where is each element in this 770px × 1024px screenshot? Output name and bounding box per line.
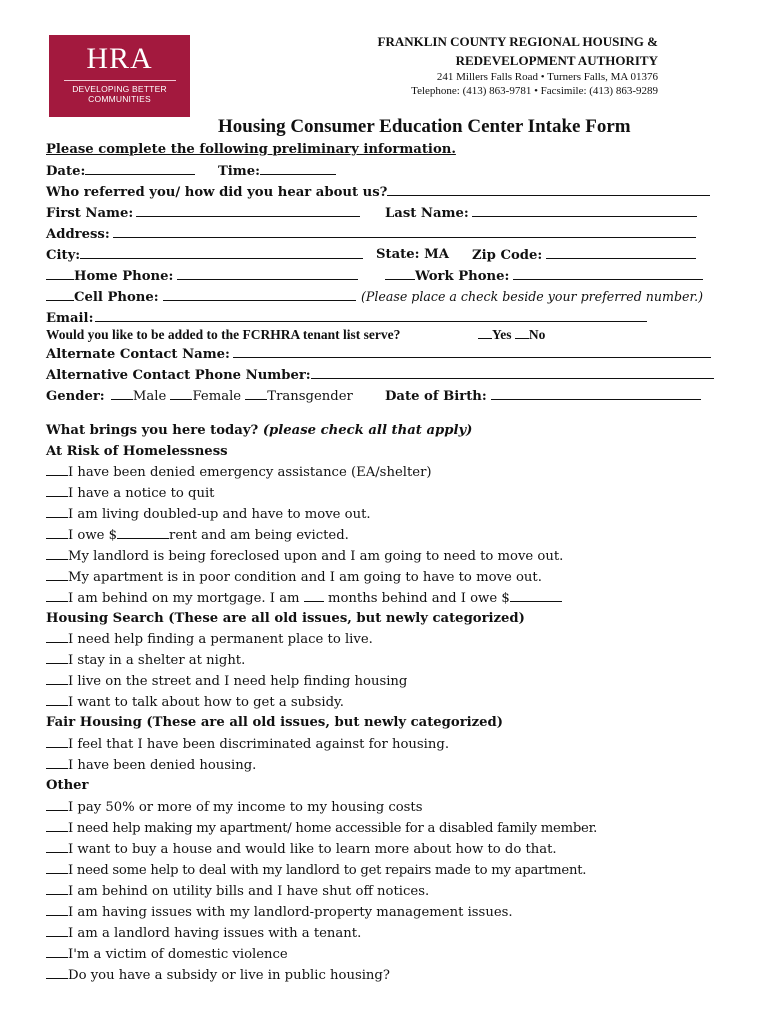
list-item (46, 861, 586, 879)
item-text: I have been denied housing. (68, 758, 257, 773)
referral-field[interactable] (387, 183, 710, 196)
alt-phone-field[interactable] (311, 366, 714, 379)
logo-tagline-1: DEVELOPING BETTER (72, 84, 167, 94)
list-item (46, 463, 432, 481)
dob-label: Date of Birth: (385, 389, 487, 404)
work-phone-field[interactable] (513, 267, 703, 280)
first-name-row (46, 204, 360, 222)
item-text: I have a notice to quit (68, 486, 215, 501)
referral-label: Who referred you/ how did you hear about us? (46, 185, 388, 200)
hra-logo (49, 35, 190, 117)
alt-phone-row (46, 366, 714, 384)
logo-tagline-2: COMMUNITIES (88, 94, 151, 104)
list-item (46, 819, 597, 837)
list-item (46, 672, 407, 690)
section-housing-search: Housing Search (These are all old issues, but newly categorized) (46, 611, 525, 626)
item-text: I pay 50% or more of my income to my housing costs (68, 800, 423, 815)
cell-phone-field[interactable] (163, 288, 356, 301)
last-name-row (385, 204, 697, 222)
item-text: I am a landlord having issues with a tenant. (68, 926, 362, 941)
alt-phone-label: Alternative Contact Phone Number: (46, 368, 311, 383)
item-check[interactable] (46, 693, 68, 706)
zip-label: Zip Code: (472, 248, 543, 263)
list-item (46, 526, 349, 544)
cell-phone-check[interactable] (46, 288, 74, 301)
item-check[interactable] (46, 966, 68, 979)
email-label: Email: (46, 311, 94, 326)
list-item (46, 945, 288, 963)
item-check[interactable] (46, 945, 68, 958)
alt-contact-row (46, 345, 711, 363)
preferred-number-note: (Please place a check beside your preferred number.) (361, 289, 704, 304)
list-item (46, 882, 429, 900)
last-name-field[interactable] (472, 204, 697, 217)
date-time-row (46, 162, 336, 180)
city-field[interactable] (80, 246, 363, 259)
item-text: I am having issues with my landlord-property management issues. (68, 905, 513, 920)
instruction: Please complete the following preliminary information. (46, 142, 456, 157)
reason-question-text: What brings you here today? (46, 423, 263, 438)
section-other: Other (46, 778, 89, 793)
yes-check[interactable] (478, 326, 492, 339)
org-name-line-2: REDEVELOPMENT AUTHORITY (455, 53, 658, 68)
gender-label: Gender: (46, 389, 105, 404)
gender-row (46, 387, 353, 405)
alt-contact-label: Alternate Contact Name: (46, 347, 230, 362)
item-check[interactable] (46, 547, 68, 560)
item-text: Do you have a subsidy or live in public housing? (68, 968, 390, 983)
dob-row (385, 387, 701, 405)
item-check[interactable] (46, 756, 68, 769)
dob-field[interactable] (491, 387, 701, 400)
tenant-list-question: Would you like to be added to the FCRHRA tenant list serve? (46, 327, 401, 342)
item-text: I live on the street and I need help finding housing (68, 674, 408, 689)
list-item (46, 547, 563, 565)
item-text: I am behind on my mortgage. I am (68, 591, 304, 606)
address-label: Address: (46, 227, 110, 242)
logo-divider (64, 80, 176, 81)
no-check[interactable] (515, 326, 529, 339)
item-check[interactable] (46, 630, 68, 643)
item-check[interactable] (46, 840, 68, 853)
org-address: 241 Millers Falls Road • Turners Falls, MA 01376 (436, 71, 658, 83)
zip-field[interactable] (546, 246, 696, 259)
address-field[interactable] (113, 225, 696, 238)
city-row (46, 246, 363, 264)
item-check[interactable] (46, 735, 68, 748)
reason-question (46, 422, 472, 439)
item-text: rent and am being evicted. (169, 528, 349, 543)
cell-phone-row (46, 288, 356, 306)
months-behind-field[interactable] (304, 589, 324, 602)
item-text: months behind and I owe $ (323, 591, 510, 606)
list-item (46, 966, 390, 984)
item-check[interactable] (46, 589, 68, 602)
date-field[interactable] (85, 162, 195, 175)
item-check[interactable] (46, 924, 68, 937)
list-item (46, 798, 423, 816)
item-check[interactable] (46, 526, 68, 539)
work-phone-label: Work Phone: (415, 269, 510, 284)
item-check[interactable] (46, 903, 68, 916)
item-text: I feel that I have been discriminated against for housing. (68, 737, 450, 752)
male-check[interactable] (111, 387, 133, 400)
item-check[interactable] (46, 505, 68, 518)
reason-question-hint: (please check all that apply) (262, 423, 473, 438)
item-text: I am behind on utility bills and I have shut off notices. (68, 884, 430, 899)
transgender-check[interactable] (245, 387, 267, 400)
item-check[interactable] (46, 882, 68, 895)
amount-owed-field[interactable] (117, 526, 169, 539)
item-check[interactable] (46, 861, 68, 874)
list-item (46, 756, 256, 774)
item-text: I want to buy a house and would like to learn more about how to do that. (68, 842, 557, 857)
alt-contact-field[interactable] (233, 345, 711, 358)
female-label: Female (192, 389, 242, 404)
list-item (46, 505, 371, 523)
female-check[interactable] (170, 387, 192, 400)
item-text: My landlord is being foreclosed upon and I am going to need to move out. (68, 549, 564, 564)
cell-phone-label: Cell Phone: (74, 290, 159, 305)
item-check[interactable] (46, 484, 68, 497)
list-item (46, 903, 513, 921)
home-phone-label: Home Phone: (74, 269, 174, 284)
list-item (46, 484, 214, 502)
section-fair-housing: Fair Housing (These are all old issues, but newly categorized) (46, 715, 503, 730)
logo-mark: HRA (86, 42, 153, 75)
state-label: State: MA (376, 247, 449, 262)
last-name-label: Last Name: (385, 206, 469, 221)
time-label: Time: (217, 164, 260, 179)
org-name-line-1: FRANKLIN COUNTY REGIONAL HOUSING & (377, 34, 658, 49)
item-text: I need some help to deal with my landlord to get repairs made to my apartment. (68, 863, 587, 878)
transgender-label: Transgender (267, 389, 353, 404)
mortgage-owed-field[interactable] (510, 589, 562, 602)
work-phone-check[interactable] (385, 267, 415, 280)
referral-row (46, 183, 710, 201)
item-text: I'm a victim of domestic violence (68, 947, 288, 962)
item-check[interactable] (46, 651, 68, 664)
item-check[interactable] (46, 463, 68, 476)
section-at-risk: At Risk of Homelessness (46, 444, 228, 459)
list-item (46, 840, 557, 858)
yes-label: Yes (492, 327, 512, 342)
form-title: Housing Consumer Education Center Intake Form (218, 116, 631, 137)
list-item (46, 589, 562, 607)
home-phone-check[interactable] (46, 267, 74, 280)
item-text: My apartment is in poor condition and I am going to have to move out. (68, 570, 542, 585)
tenant-list-options (478, 326, 545, 343)
home-phone-field[interactable] (177, 267, 358, 280)
first-name-field[interactable] (136, 204, 360, 217)
first-name-label: First Name: (46, 206, 134, 221)
item-text: I stay in a shelter at night. (68, 653, 246, 668)
city-label: City: (46, 248, 81, 263)
work-phone-row (385, 267, 703, 285)
list-item (46, 735, 449, 753)
no-label: No (528, 327, 546, 342)
date-label: Date: (46, 164, 86, 179)
item-check[interactable] (46, 819, 68, 832)
list-item (46, 630, 373, 648)
list-item (46, 924, 361, 942)
item-text: I have been denied emergency assistance (EA/shelter) (68, 465, 432, 480)
list-item (46, 568, 542, 586)
email-field[interactable] (95, 309, 647, 322)
address-row (46, 225, 696, 243)
item-text: I need help finding a permanent place to live. (68, 632, 373, 647)
item-check[interactable] (46, 672, 68, 685)
time-field[interactable] (260, 162, 336, 175)
item-check[interactable] (46, 568, 68, 581)
zip-row (472, 246, 696, 264)
male-label: Male (132, 389, 167, 404)
item-text: I owe $ (68, 528, 118, 543)
item-check[interactable] (46, 798, 68, 811)
item-text: I need help making my apartment/ home accessible for a disabled family member. (68, 821, 598, 836)
email-row (46, 309, 647, 327)
org-phone: Telephone: (413) 863-9781 • Facsimile: (413) 863-9289 (411, 85, 658, 97)
list-item (46, 651, 245, 669)
home-phone-row (46, 267, 358, 285)
item-text: I am living doubled-up and have to move out. (68, 507, 371, 522)
item-text: I want to talk about how to get a subsidy. (68, 695, 344, 710)
list-item (46, 693, 344, 711)
